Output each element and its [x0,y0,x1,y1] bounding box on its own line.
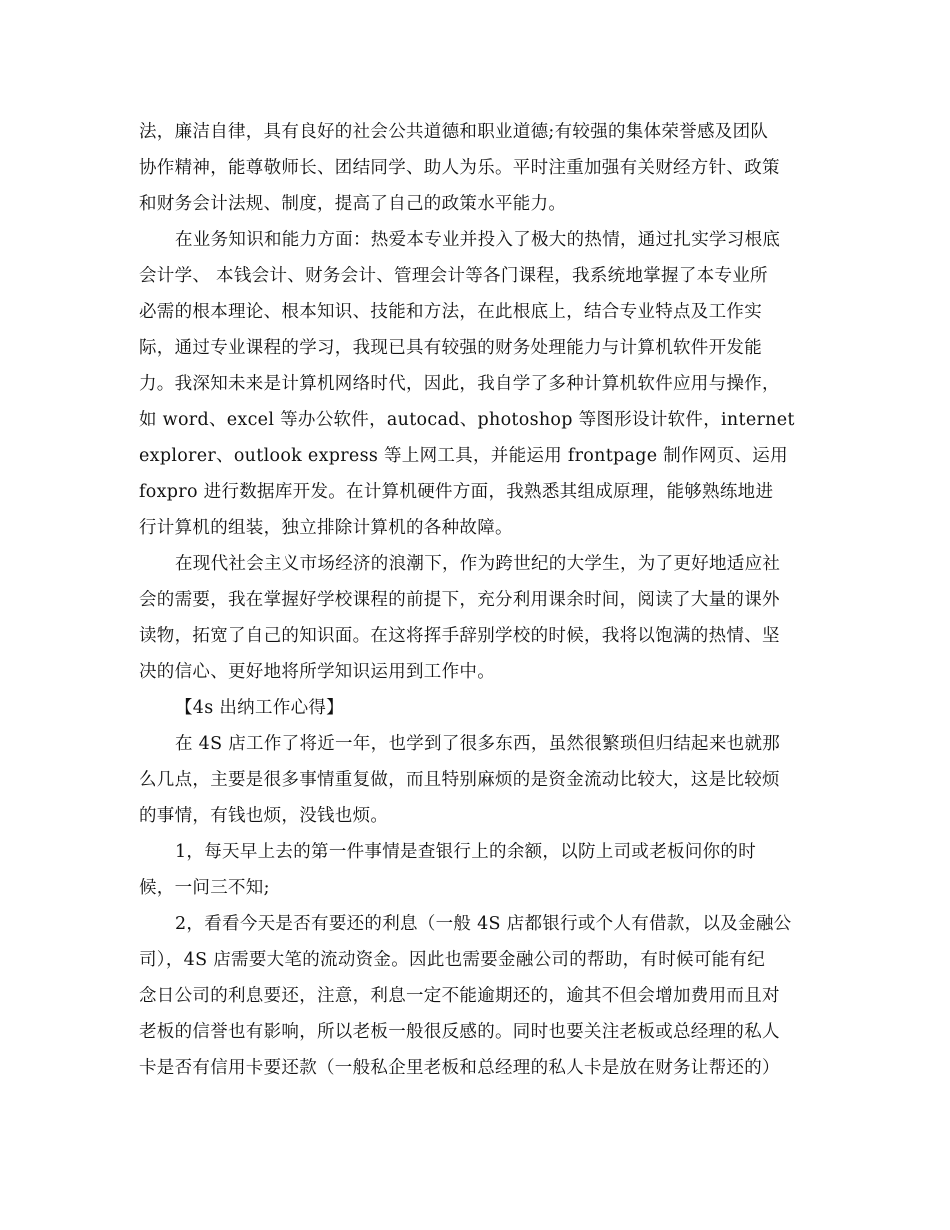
text-line: 2，看看今天是否有要还的利息（一般 4S 店都银行或个人有借款，以及金融公 [175,914,792,934]
text-line: 会计学、 本钱会计、财务会计、管理会计等各门课程，我系统地掌握了本专业所 [139,266,768,286]
paragraph [139,906,815,1086]
document-body [139,114,815,1086]
text-line: 【4s 出纳工作心得】 [175,698,344,718]
text-line: 际，通过专业课程的学习，我现已具有较强的财务处理能力与计算机软件开发能 [139,338,762,358]
text-line: 决的信心、更好地将所学知识运用到工作中。 [139,662,495,682]
paragraph [139,726,815,834]
text-line: 读物，拓宽了自己的知识面。在这将挥手辞别学校的时候，我将以饱满的热情、坚 [139,626,780,646]
text-line: 么几点，主要是很多事情重复做，而且特别麻烦的是资金流动比较大，这是比较烦 [139,770,780,790]
text-line: 卡是否有信用卡要还款（一般私企里老板和总经理的私人卡是放在财务让帮还的） [139,1058,780,1078]
text-line: 在 4S 店工作了将近一年，也学到了很多东西，虽然很繁琐但归结起来也就那 [175,734,781,754]
text-line: 1，每天早上去的第一件事情是查银行上的余额，以防上司或老板问你的时 [175,842,757,862]
text-line: 候，一问三不知; [139,878,270,898]
text-line: 如 word、excel 等办公软件，autocad、photoshop 等图形设计软件，internet [139,410,795,430]
paragraph [139,222,815,546]
text-line: 会的需要，我在掌握好学校课程的前提下，充分利用课余时间，阅读了大量的课外 [139,590,780,610]
text-line: 在业务知识和能力方面：热爱本专业并投入了极大的热情，通过扎实学习根底 [175,230,781,250]
paragraph [139,834,815,906]
paragraph [139,690,815,726]
text-line: 的事情，有钱也烦，没钱也烦。 [139,806,389,826]
text-line: 行计算机的组装，独立排除计算机的各种故障。 [139,518,513,538]
text-line: explorer、outlook express 等上网工具，并能运用 frontpage 制作网页、运用 [139,446,788,466]
paragraph [139,114,815,222]
text-line: 念日公司的利息要还，注意，利息一定不能逾期还的，逾其不但会增加费用而且对 [139,986,780,1006]
text-line: 必需的根本理论、根本知识、技能和方法，在此根底上，结合专业特点及工作实 [139,302,762,322]
text-line: 和财务会计法规、制度，提高了自己的政策水平能力。 [139,194,567,214]
paragraph [139,546,815,690]
text-line: 力。我深知未来是计算机网络时代，因此，我自学了多种计算机软件应用与操作， [139,374,780,394]
text-line: 老板的信誉也有影响，所以老板一般很反感的。同时也要关注老板或总经理的私人 [139,1022,780,1042]
text-line: 司），4S 店需要大笔的流动资金。因此也需要金融公司的帮助，有时候可能有纪 [139,950,766,970]
text-line: 法，廉洁自律，具有良好的社会公共道德和职业道德;有较强的集体荣誉感及团队 [139,122,769,142]
text-line: foxpro 进行数据库开发。在计算机硬件方面，我熟悉其组成原理，能够熟练地进 [139,482,774,502]
text-line: 在现代社会主义市场经济的浪潮下，作为跨世纪的大学生，为了更好地适应社 [175,554,781,574]
text-line: 协作精神，能尊敬师长、团结同学、助人为乐。平时注重加强有关财经方针、政策 [139,158,780,178]
